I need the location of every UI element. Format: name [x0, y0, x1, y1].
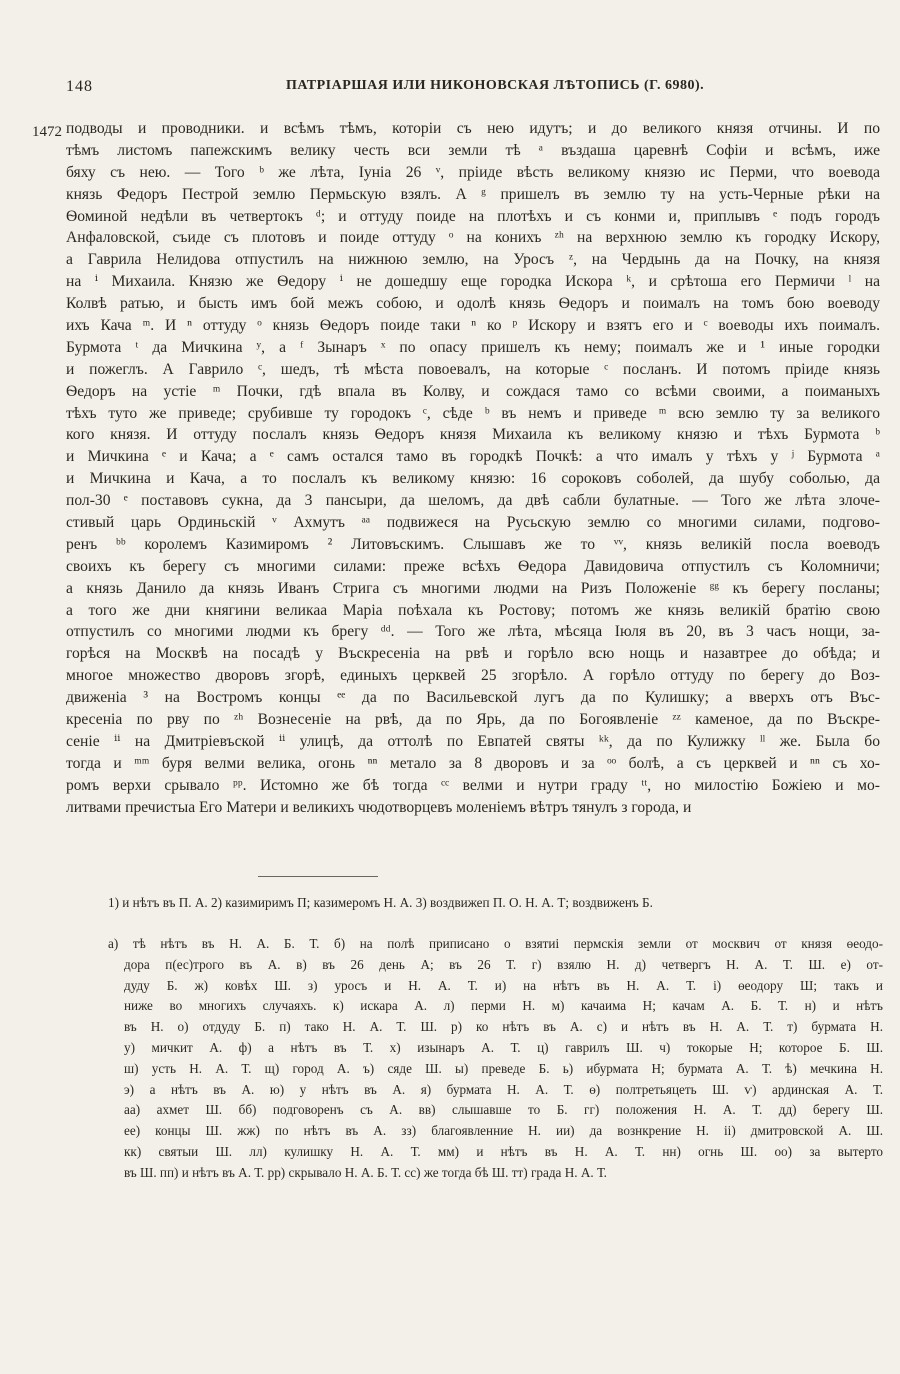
footnotes-numbered: 1) и нѣтъ въ П. А. 2) казимиримъ П; казимеромъ Н. А. 3) воздвижеп П. О. Н. А. Т; воздвиженъ Б. [108, 895, 653, 910]
footnote-line: въ Ш. пп) и нѣтъ въ А. Т. рр) скрывало Н. А. Б. Т. сс) же тогда бѣ Ш. тт) града Н. А. Т. [124, 1164, 607, 1180]
footnote-line: ее) концы Ш. жж) по нѣтъ въ А. зз) благоявленние Н. ии) да вознкрение Н. іі) дмитровской А. Ш. [124, 1123, 883, 1139]
footnote-line: аа) ахмет Ш. бб) подговоренъ съ А. вв) слышавше то Б. гг) положения Н. А. Т. дд) берегу Ш. [124, 1102, 883, 1118]
footnote-line: дора п(ес)трого въ А. в) въ 26 день А; въ 26 Т. г) взялю Н. д) четвергъ Н. А. Т. Ш. е) от- [124, 956, 883, 972]
text-line: движеніа ³ на Востромъ концы ᵉᵉ да по Васильевской лугъ да по Кулишку; а вверхъ отъ Въс- [66, 689, 880, 707]
text-line: ренъ ᵇᵇ королемъ Казимиромъ ² Литовъскимъ. Слышавъ же то ᵛᵛ, князь великій посла воеводъ [66, 535, 880, 553]
text-line: Ѳедоръ на устіе ᵐ Почки, гдѣ впала въ Колву, и сождася тамо со всѣми своими, а поиманыхъ [66, 382, 880, 400]
footnotes-lettered [108, 934, 883, 1184]
text-line: а Гаврила Нелидова отпустилъ на нижнюю землю, на Уросъ ᶻ, на Чердынь да на Почку, на князя [66, 251, 880, 269]
text-line: и Мичкина ᵉ и Кача; а ᵉ самъ остался тамо въ городкѣ Почкѣ: а что ималъ у тѣхъ у ʲ Бурмота ᵃ [66, 448, 880, 466]
footnote-line: у) мичкит А. ф) а нѣтъ въ Т. х) изынаръ А. Т. ц) гаврилъ Ш. ч) токорые Н; которое Б. Ш. [124, 1039, 883, 1055]
text-line: Бурмота ᵗ да Мичкина ʸ, а ᶠ Зынаръ ˣ по опасу пришелъ къ нему; поималъ же и ¹ иные городки [66, 338, 880, 356]
text-line: своихъ къ берегу съ многими силами: прежe всѣхъ Ѳедора Давидовича отпустилъ съ Коломничи; [66, 557, 880, 575]
footnote-line: дуду Б. ж) ковѣх Ш. з) уросъ и Н. А. Т. и) на нѣтъ въ Н. А. Т. і) ѳеодору Ш; такъ и [124, 977, 883, 993]
footnote-line: э) а нѣтъ въ А. ю) у нѣтъ въ А. я) бурмата Н. А. Т. ѳ) полтретьяцеть Ш. ѵ) ардинская А. Т. [124, 1081, 883, 1097]
text-line: литвами пречистыа Его Матери и великихъ чюдотворцевъ моленіемъ вѣтръ тянулъ з города, и [66, 798, 692, 816]
text-line: тѣхъ туто же приведе; срубивше ту городокъ ᶜ, сѣде ᵇ въ немъ и приведе ᵐ всю землю ту за великого [66, 404, 880, 422]
text-line: пол-30 ᵉ поставовъ сукна, да 3 пансыри, да шеломъ, да двѣ сабли булатные. — Того же лѣта злоче- [66, 492, 880, 510]
text-line: а князь Данило да князь Иванъ Стрига съ многими людми на Ризъ Положеніе ᵍᵍ къ берегу посланы; [66, 579, 880, 597]
footnote-line: въ Н. о) отдуду Б. п) тако Н. А. Т. Ш. р) ко нѣтъ въ А. с) и нѣтъ въ Н. А. Т. т) бурмата Н. [124, 1019, 883, 1035]
text-line: Анфаловской, съиде съ плотовъ и поиде оттуду ᵒ на конихъ ᶻʰ на верхнюю землю къ городку Искору, [66, 229, 880, 247]
margin-year: 1472 [32, 124, 62, 140]
text-line: и пожеглъ. А Гаврило ᶜ, шедъ, тѣ мѣста повоевалъ, на которые ᶜ посланъ. И потомъ пріиде князь [66, 360, 880, 378]
footnote-line: ниже во многихъ случаяхъ. к) искара А. л) перми Н. м) качаима Н; качам А. Б. Т. н) и нѣтъ [124, 998, 883, 1014]
text-line: ихъ Кача ᵐ. И ⁿ оттуду ᵒ князь Ѳедоръ поиде таки ⁿ ко ᵖ Искору и взятъ его и ᶜ воеводы ихъ поималъ. [66, 317, 880, 335]
text-line: сеніе ⁱⁱ на Дмитріевъской ⁱⁱ улицѣ, да оттолѣ по Евпатей святы ᵏᵏ, да по Кулижку ˡˡ же. Была бо [66, 732, 880, 750]
text-line: тѣмъ листомъ папежскимъ велику честь вси земли тѣ ᵃ въздаша царевнѣ Софіи и всѣмъ, иже [66, 141, 880, 159]
footnote-line: кк) святыи Ш. лл) кулишку Н. А. Т. мм) и нѣтъ въ Н. А. Т. нн) огнь Ш. оо) за вытерто [124, 1143, 883, 1159]
text-line: на ⁱ Михаила. Князю же Ѳедору ⁱ не дошедшу еще городка Искора ᵏ, и срѣтоша его Пермичи ˡ на [66, 273, 880, 291]
text-line: кого князя. И оттуду послалъ князь Ѳедоръ князя Михаила къ великому князю и тѣхъ Бурмота ᵇ [66, 426, 880, 444]
text-line: многое множество дворовъ згорѣ, единыхъ церквей 25 згорѣло. А горѣло оттуду по берегу до Воз- [66, 667, 880, 685]
text-line: и Мичкина и Кача, а то послалъ къ великому князю: 16 сороковъ соболей, да шубу соболью, да [66, 470, 880, 488]
text-line: а того же дни княгини великаа Маріа поѣхала къ Ростову; потомъ же князь великій братію свою [66, 601, 880, 619]
text-line: стивый царь Ординьскій ᵛ Ахмутъ ᵃᵃ подвижеся на Русьскую землю со многими силами, подгово- [66, 514, 880, 532]
main-text [66, 118, 880, 819]
text-line: кресеніа по рву по ᶻʰ Вознесеніе на рвѣ, да по Ярь, да по Богоявленіе ᶻᶻ каменое, да по Въскре- [66, 711, 880, 729]
footnote-line: ш) усть Н. А. Т. щ) город А. ъ) сяде Ш. ы) преведе Б. ь) ибурмата Н; бурмата А. Т. ѣ) мечкина Н. [124, 1060, 883, 1076]
footnote-divider [258, 876, 378, 877]
text-line: князь Федоръ Пестрой землю Пермьскую взялъ. А ᵍ пришелъ въ землю ту на усть-Черные рѣки на [66, 185, 880, 203]
text-line: подводы и проводники. и всѣмъ тѣмъ, которiи съ нею идутъ; и до великого князя отчины. И по [66, 120, 880, 137]
text-line: бяху съ нею. — Того ᵇ же лѣта, Іуніа 26 ᵛ, пріиде вѣсть великому князю ис Перми, что воевода [66, 163, 880, 181]
running-head [0, 76, 900, 100]
text-line: тогда и ᵐᵐ буря велми велика, огонь ⁿⁿ метало за 8 дворовъ и за ᵒᵒ болѣ, а съ церквей и ⁿⁿ съ хо- [66, 754, 880, 772]
running-title: ПАТРІАРШАЯ ИЛИ НИКОНОВСКАЯ ЛѢТОПИСЬ (Г. 6980). [286, 78, 705, 93]
footnote-line: а) тѣ нѣтъ въ Н. А. Б. Т. б) на полѣ приписано о взятиі пермскія земли от москвич от князя ѳеодо- [108, 936, 883, 951]
text-line: горѣся на Москвѣ на посадѣ у Въскресеніа на рвѣ и горѣло всю нощь и назавтрее до обѣда; и [66, 645, 880, 663]
text-line: Колвѣ ратью, и бысть имъ бой межъ собою, и одолѣ князь Ѳедоръ и поималъ на томъ бою воеводу [66, 295, 880, 313]
text-line: отпустилъ со многими людми къ брегу ᵈᵈ. — Того же лѣта, мѣсяца Іюля въ 20, въ 3 часъ нощи, за- [66, 623, 880, 641]
text-line: Ѳоминой недѣли въ четвертокъ ᵈ; и оттуду поиде на плотѣхъ и съ конми и, приплывъ ᵉ подъ городъ [66, 207, 880, 225]
text-line: ромъ верхи срывало ᵖᵖ. Истомно же бѣ тогда ᶜᶜ велми и нутри граду ᵗᵗ, но милостію Божіею и мо- [66, 776, 880, 794]
page-number: 148 [66, 78, 93, 95]
